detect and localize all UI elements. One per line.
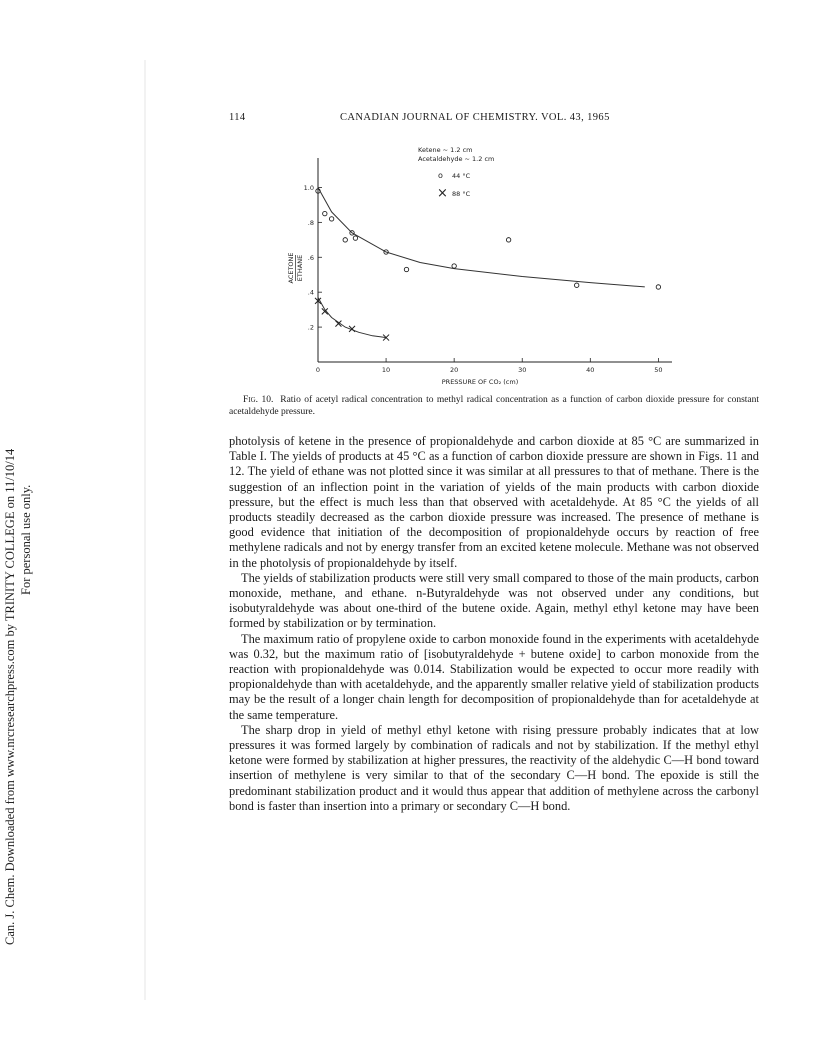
y-ticks	[304, 184, 322, 332]
condition-acetaldehyde: Acetaldehyde ~ 1.2 cm	[418, 155, 495, 163]
body-paragraph: photolysis of ketene in the presence of propionaldehyde and carbon dioxide at 85 °C are summarized in Table I. The yields of products at 45 °C as a function of carbon dioxide pressure are shown in Figs. 11 and 12. The yield of ethane was not plotted since it was similar at all pressures to that of methane. There is the suggestion of an inflection point in the variation of yields of the main products with carbon dioxide pressure, but the effect is much less than that observed with acetaldehyde. At 85 °C the yields of all products steadily decreased as the carbon dioxide pressure was increased. The presence of methane is good evidence that initiation of the decomposition of propionaldehyde occurs by reaction of free methylene radicals and not by energy transfer from an excited ketene molecule. Methane was not observed in the photolysis of propionaldehyde by itself.	[229, 434, 759, 570]
y-tick-label: .6	[307, 253, 314, 262]
data-point-44c	[323, 211, 327, 215]
data-point-44c	[404, 267, 408, 271]
fit-line-88c	[318, 297, 386, 337]
page-number: 114	[229, 112, 246, 123]
x-ticks	[316, 358, 663, 374]
figure-10	[280, 140, 700, 392]
y-tick-label: .8	[307, 218, 314, 227]
chart-axes	[318, 158, 672, 362]
download-notice-line-1: Can. J. Chem. Downloaded from www.nrcresearchpress.com by TRINITY COLLEGE on 11/10/14	[3, 448, 17, 945]
x-tick-label: 10	[381, 366, 391, 374]
fit-line-44c	[318, 188, 645, 287]
body-paragraph: The sharp drop in yield of methyl ethyl ketone with rising pressure probably indicates that at low pressures it was formed largely by combination of radicals and not by stabilization. If the methyl ethyl ketone were formed by stabilization at higher pressures, the reactivity of the aldehydic C—H bond toward insertion of methylene is very similar to that of the secondary C—H bond. The epoxide is still the predominant stabilization product and it would thus appear that addition of methylene across the carbonyl bond is faster than insertion into a primary or secondary C—H bond.	[229, 722, 759, 813]
running-head: CANADIAN JOURNAL OF CHEMISTRY. VOL. 43, 1965	[340, 112, 610, 123]
data-point-44c	[574, 283, 578, 287]
y-tick-label: 1.0	[303, 183, 314, 192]
legend-marker-44: o	[438, 171, 443, 180]
data-point-44c	[343, 238, 347, 242]
condition-ketene: Ketene ~ 1.2 cm	[418, 146, 473, 154]
legend-marker-88: ×	[437, 186, 448, 201]
x-tick-label: 30	[518, 366, 527, 374]
fit-lines	[318, 188, 645, 338]
body-paragraph: The yields of stabilization products were still very small compared to those of the main products, carbon monoxide, methane, and ethane. n-Butyraldehyde was not observed under any conditions, but isobutyraldehyde was about one-third of the butene oxide. Again, methyl ethyl ketone may have been formed by stabilization or by termination.	[229, 570, 759, 631]
y-label-top: ACETONE	[287, 252, 295, 284]
legend-label-44: 44 °C	[452, 172, 471, 180]
body-paragraph: The maximum ratio of propylene oxide to carbon monoxide found in the experiments with acetaldehyde was 0.32, but the maximum ratio of [isobutyraldehyde + butene oxide] to carbon monoxide from the reaction with propionaldehyde was 0.014. Stabilization would be expected to occur more readily with propionaldehyde than with acetaldehyde, and the apparently smaller relative yield of stabilization products may be the result of a longer chain length for decomposition of propionaldehyde than for acetaldehyde at the same temperature.	[229, 631, 759, 722]
x-tick-label: 20	[450, 366, 459, 374]
caption-label: Fig. 10.	[243, 395, 274, 405]
x-axis-label: PRESSURE OF CO₂ (cm)	[441, 378, 519, 386]
data-points	[315, 189, 661, 341]
data-point-44c	[329, 217, 333, 221]
body-text	[229, 434, 759, 814]
x-tick-label: 50	[654, 366, 663, 374]
download-notice-line-2: For personal use only.	[19, 484, 33, 595]
data-point-44c	[506, 238, 510, 242]
legend-label-88: 88 °C	[452, 190, 471, 198]
data-point-44c	[353, 236, 357, 240]
y-tick-label: .4	[307, 288, 314, 297]
page-header	[229, 112, 759, 128]
x-tick-label: 40	[586, 366, 595, 374]
y-tick-label: .2	[307, 323, 314, 332]
figure-caption	[229, 395, 759, 418]
data-point-44c	[656, 285, 660, 289]
y-label-bottom: ETHANE	[296, 254, 304, 282]
caption-text: Ratio of acetyl radical concentration to methyl radical concentration as a function of carbon dioxide pressure for constant acetaldehyde pressure.	[229, 395, 760, 417]
x-tick-label: 0	[315, 366, 321, 374]
figure-10-chart	[280, 140, 700, 392]
data-point-44c	[452, 264, 456, 268]
